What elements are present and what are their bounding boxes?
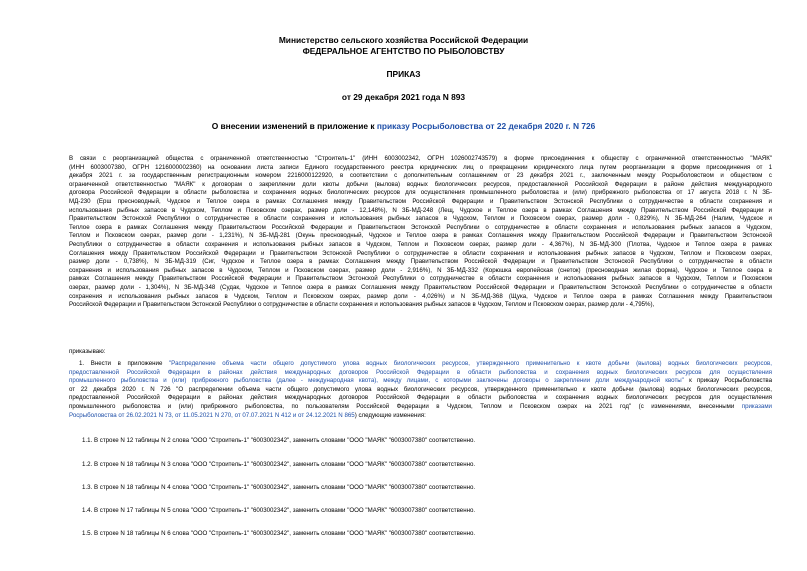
ministry-name: Министерство сельского хозяйства Российской Федерации (278, 35, 529, 45)
order-word: приказываю: (69, 348, 106, 355)
preamble-line: Республики о сотрудничестве в области сохранения и использования рыбных запасов в Чудском, Теплом и Псковском озерах, размер доли - 4,367%), N ЗБ-МД-300 (Плотва, Чудское и Теплое озера в рамках (69, 240, 772, 248)
appendix-link-part-1[interactable]: "Распределение объема части общего допустимого улова водных биологических ресурсов, утвержденного применительно к квоте добычи (вылова) водных биологических ресурсов, (169, 360, 772, 367)
amending-orders-link-part-2[interactable]: Росрыболовства от 26.02.2021 N 73, от 11.05.2021 N 270, от 07.07.2021 N 412 и от 24.12.2021 N 865 (69, 411, 355, 419)
subitem-1-2: 1.2. В строке N 18 таблицы N 3 слова "ООО "Строитель-1" "6003002342", заменить словами "ООО "МАЯК" "6003007380" соответственно. (82, 461, 476, 468)
preamble-line: Соглашения между Правительством Российской Федерации и Правительством Эстонской Республики о сотрудничестве в области сохранения и использования рыбных запасов в Чудском, Теплом и Псковском озерах, (69, 249, 772, 257)
item-1-line-4: от 22 декабря 2020 г. N 726 "О распределении объема части общего допустимого улова водных биологических ресурсов, утвержденного применительно к квоте добычи (вылова) водных биологических ресурсов, (69, 385, 772, 393)
subitem-1-1: 1.1. В строке N 12 таблицы N 2 слова "ООО "Строитель-1" "6003002342", заменить словами "ООО "МАЯК" "6003007380" соответственно. (82, 437, 476, 444)
preamble-line: В связи с реорганизацией общества с ограниченной ответственностью "Строитель-1" (ИНН 6003002342, ОГРН 1026002743579) в форме присоединения к обществу с ограниченной ответственностью "МАЯК" (69, 155, 772, 162)
preamble-line: сохранения и использования рыбных запасов в Чудском, Теплом и Псковском озерах, размер доли - 2,916%), N ЗБ-МД-332 (Корюшка европейская (снеток) (пресноводная жилая форма), Чудское и Теплое озера в (69, 266, 772, 274)
preamble-line: сохранения и использования рыбных запасов в Чудском, Теплом и Псковском озерах, размер доли - 4,026%) и N ЗБ-МД-368 (Щука, Чудское и Теплое озера в рамках Соглашения между Правительством (69, 292, 772, 300)
preamble-line: рамках Соглашения между Правительством Российской Федерации и Правительством Эстонской Республики о сотрудничестве в области сохранения и использования рыбных запасов в Чудском, Теплом и Псковском (69, 275, 772, 283)
appendix-link-part-2[interactable]: предоставленной Российской Федерации в районах действия международных договоров Российской Федерации в области рыболовства и сохранения водных биологических ресурсов для осуществления (69, 368, 772, 376)
item-1-prefix: 1. Внести в приложение (79, 360, 169, 367)
preamble-line: Правительством Эстонской Республики о сотрудничестве в области сохранения и использования рыбных запасов в Чудском, Теплом и Псковском озерах, размер доли - 0,829%), N ЗБ-МД-264 (Налим, Чудское и (69, 215, 772, 223)
subject-order-link[interactable]: приказу Росрыболовства от 22 декабря 2020 г. N 726 (376, 121, 596, 131)
item-1-line-3 (69, 377, 772, 386)
item-1-line-2 (69, 369, 772, 378)
item-1-text: промышленного рыболовства и (или) прибрежного рыболовства, по пользователям Российской Федерации в Чудском, Теплом и Псковском озерах на 2021 год" (с изменениями, внесенными (69, 402, 742, 410)
item-1-line-6 (69, 403, 772, 412)
item-1-line-5: предоставленной Российской Федерации в районах действия международных договоров Российской Федерации в области рыболовства и сохранения водных биологических ресурсов для осуществления (69, 394, 772, 402)
preamble-line: (ИНН 6003007380, ОГРН 1216000002360) на основании листа записи Единого государственного реестра юридических лиц о прекращении юридического лица путем реорганизации в форме присоединения от 1 (69, 163, 772, 171)
appendix-link-part-3[interactable]: промышленного рыболовства и (или) прибрежного рыболовства (далее - международная квота), между лицами, с которыми заключены договоры о закреплении доли международной квоты" (69, 377, 684, 385)
document-date-number: от 29 декабря 2021 года N 893 (341, 92, 466, 102)
subject-prefix: О внесении изменений в приложение к (211, 121, 377, 131)
item-1-text: ) следующие изменения: (354, 411, 426, 419)
subitem-1-4: 1.4. В строке N 17 таблицы N 5 слова "ООО "Строитель-1" "6003002342", заменить словами "ООО "МАЯК" "6003007380" соответственно. (82, 507, 476, 514)
preamble-line: ограниченной ответственностью "МАЯК" к договорам о закреплении доли квоты добычи (вылова) водных биологических ресурсов, предоставленной Российской Федерации в районе действия международного (69, 180, 772, 188)
subitem-1-3: 1.3. В строке N 18 таблицы N 4 слова "ООО "Строитель-1" "6003002342", заменить словами "ООО "МАЯК" "6003007380" соответственно. (82, 484, 476, 491)
item-1-paragraph (69, 360, 772, 420)
preamble-line: использования рыбных запасов в Чудском, Теплом и Псковском озерах, размер доли - 12,148%), N ЗБ-МД-248 (Лещ, Чудское и Теплое озера в рамках Соглашения между Правительством Российской Федерации и (69, 206, 772, 214)
preamble-line: МД-230 (Ерш пресноводный, Чудское и Теплое озера в рамках Соглашения между Правительством Российской Федерации и Правительством Эстонской Республики о сотрудничестве в области сохранения и (69, 197, 772, 205)
agency-name: ФЕДЕРАЛЬНОЕ АГЕНТСТВО ПО РЫБОЛОВСТВУ (302, 46, 505, 56)
amending-orders-link-part-1[interactable]: приказами (741, 402, 772, 410)
preamble-line: Теплом и Псковском озерах, размер доли - 1,231%), N ЗБ-МД-281 (Окунь пресноводный, Чудское и Теплое озера в рамках Соглашения между Правительством Российской Федерации и Правительством Эстонской (69, 232, 772, 240)
item-1-line-7 (69, 412, 772, 421)
preamble-paragraph (69, 155, 772, 310)
document-subject (0, 121, 807, 131)
preamble-line: декабря 2021 г. за государственным регистрационным номером 2216000122920, в соответствии с дополнительным соглашением от 23 декабря 2021 г., заключенным между Росрыболовством и обществом с (69, 172, 772, 180)
preamble-line: Теплое озера в рамках Соглашения между Правительством Российской Федерации и Правительством Эстонской Республики о сотрудничестве в области сохранения и использования рыбных запасов в Чудском, (69, 223, 772, 231)
document-type: ПРИКАЗ (386, 69, 421, 79)
item-1-text: к приказу Росрыболовства (683, 377, 772, 385)
item-1-line-1 (69, 360, 772, 369)
preamble-line: Российской Федерации и Правительством Эстонской Республики о сотрудничестве в области сохранения и использования рыбных запасов в Чудском, Теплом и Псковском озерах, размер доли - 4,795%), (69, 301, 655, 309)
preamble-line: размер доли - 0,738%), N ЗБ-МД-319 (Сиг, Чудское и Теплое озера в рамках Соглашения между Правительством Российской Федерации и Правительством Эстонской Республики о сотрудничестве в области (69, 258, 772, 266)
preamble-line: озерах, размер доли - 1,304%), N ЗБ-МД-348 (Судак, Чудское и Теплое озера в рамках Соглашения между Правительством Российской Федерации и Правительством Эстонской Республики о сотрудничестве в области (69, 283, 772, 291)
subitem-1-5: 1.5. В строке N 18 таблицы N 6 слова "ООО "Строитель-1" "6003002342", заменить словами "ООО "МАЯК" "6003007380" соответственно. (82, 530, 476, 537)
preamble-line: договора Российской Федерации в области рыболовства и сохранения водных биологических ресурсов для осуществления промышленного рыболовства и (или) прибрежного рыболовства от 17 августа 2018 г. N ЗБ- (69, 189, 772, 197)
